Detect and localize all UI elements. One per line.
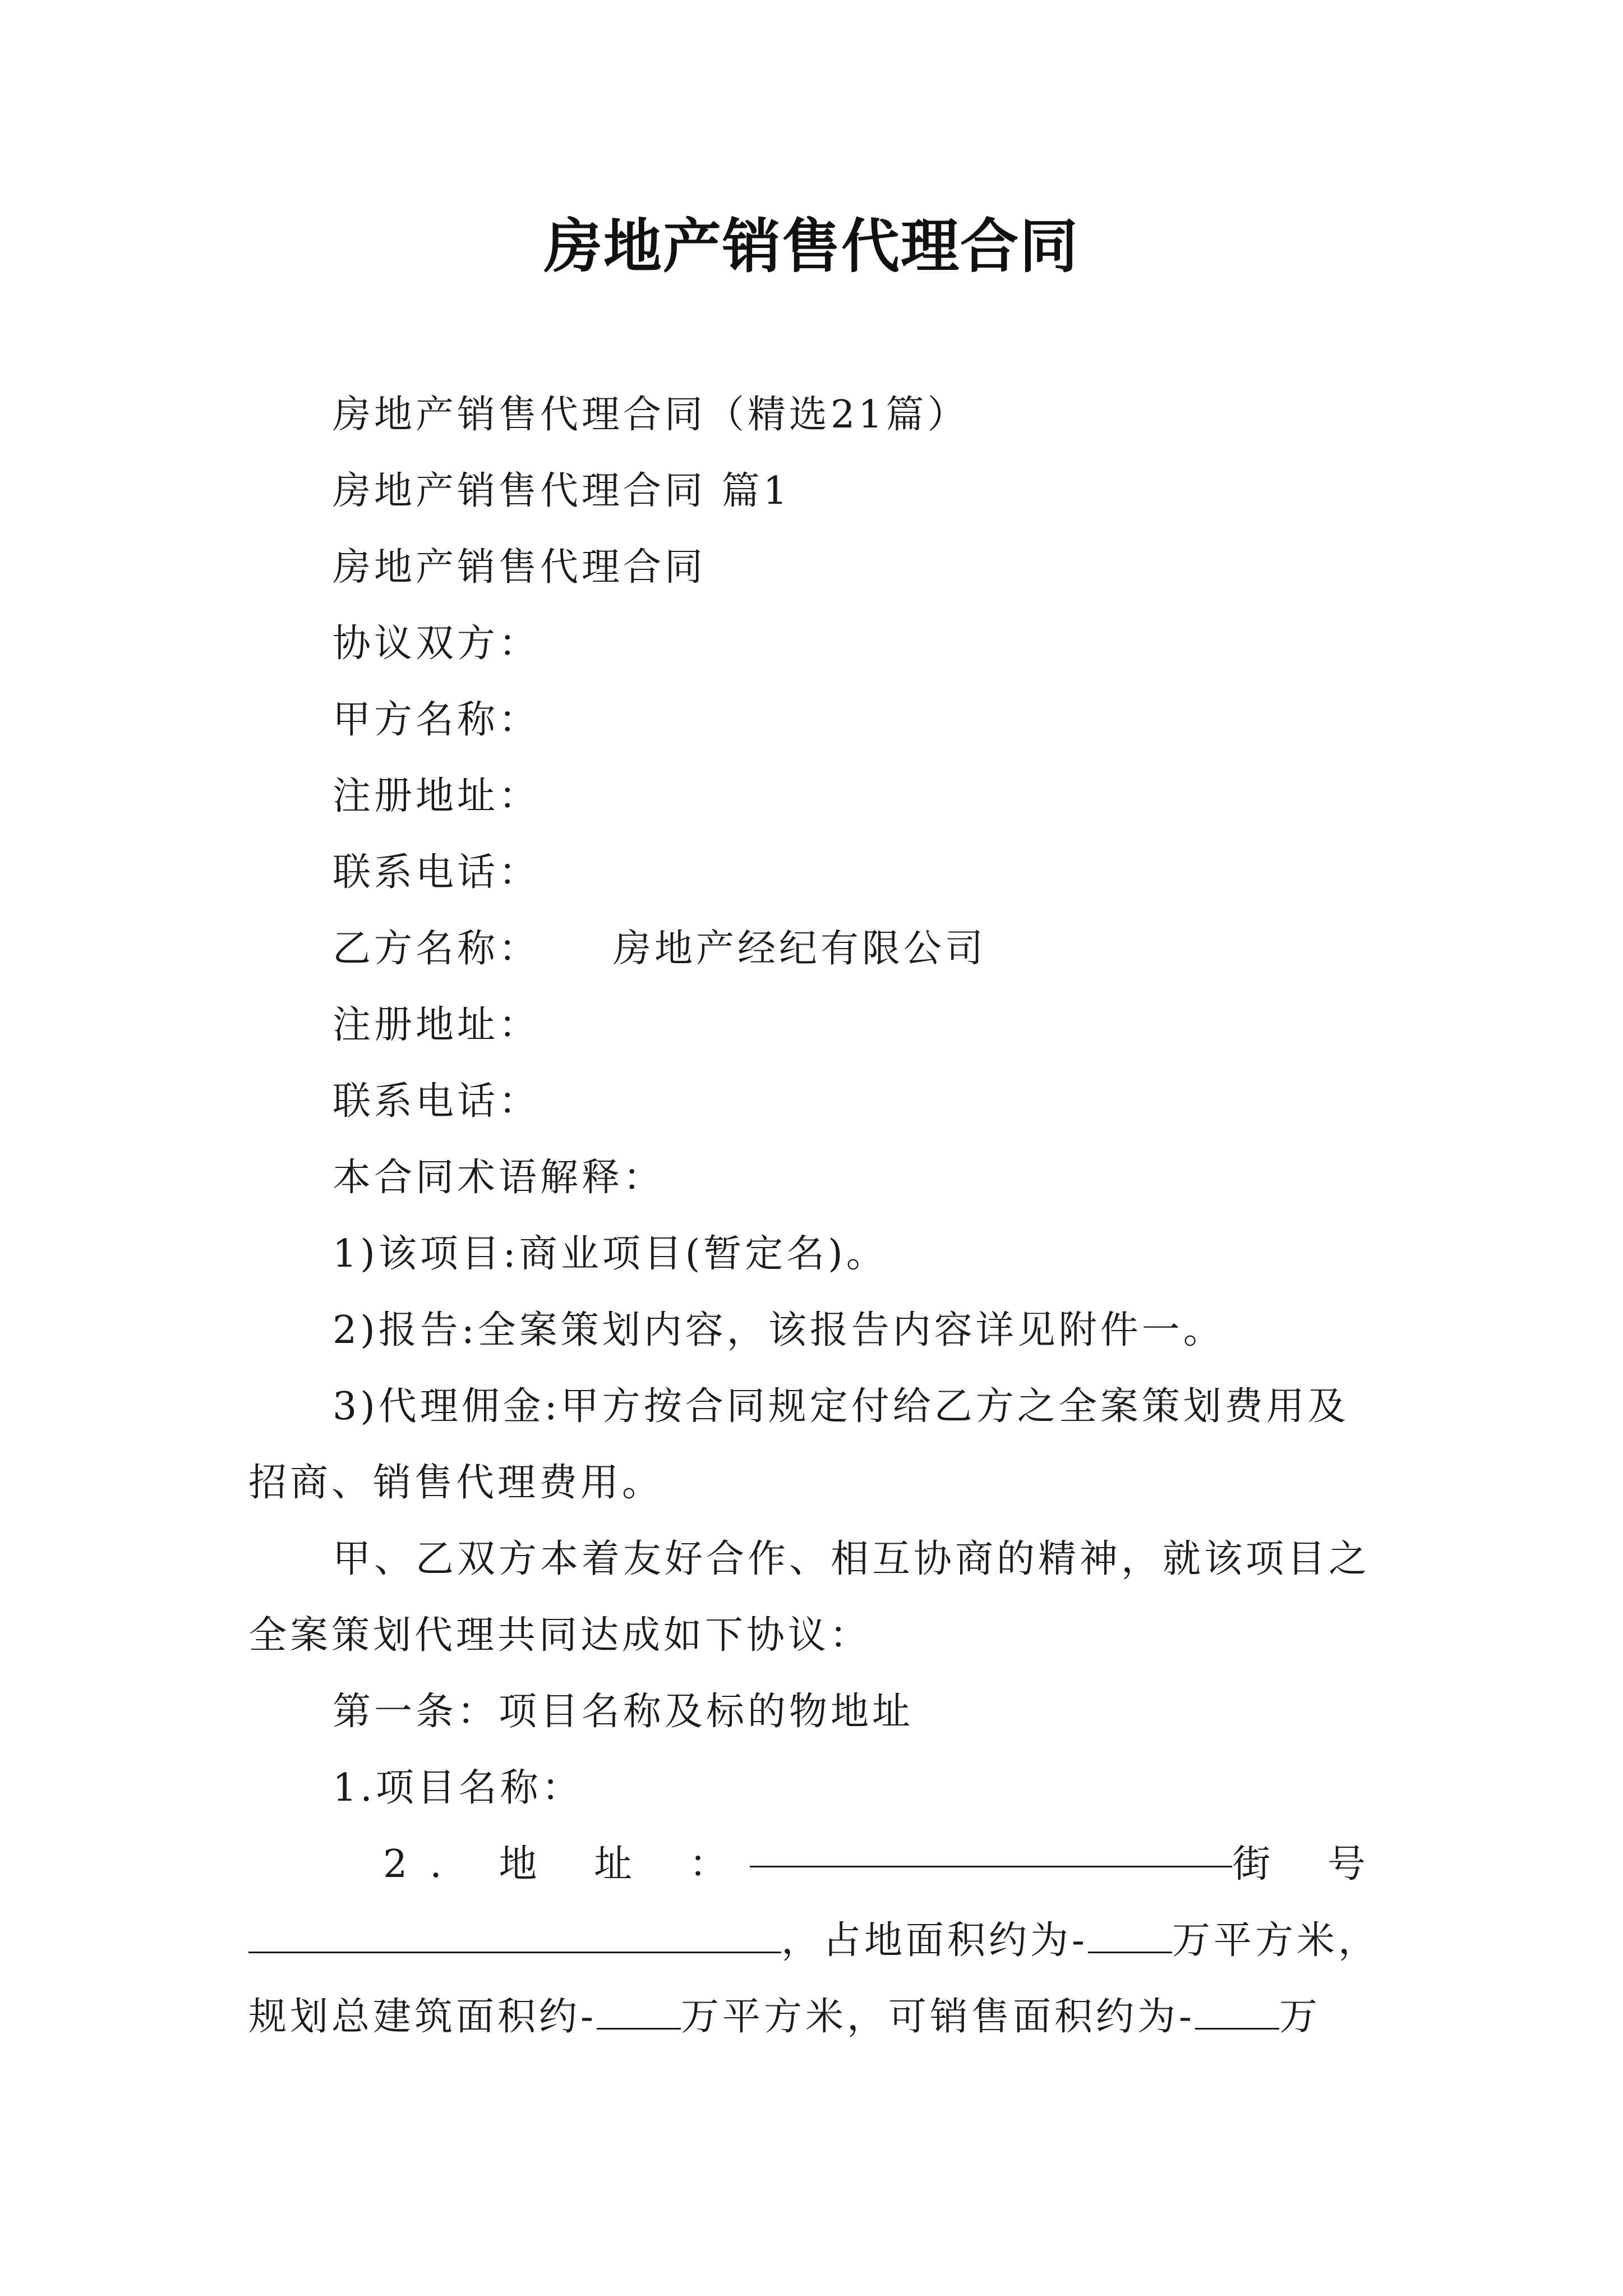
party-a-phone-label: 联系电话： [333,850,541,895]
paragraph: 甲、乙双方本着友好合作、相互协商的精神，就该项目之全案策划代理共同达成如下协议： [248,1537,1371,1658]
land-area-unit: 万平方米， [1172,1918,1380,1963]
land-area-label: ，占地面积约为- [781,1918,1088,1963]
paragraph: 房地产销售代理合同 篇1 [333,469,791,513]
definition-item: 2)报告:全案策划内容，该报告内容详见附件一。 [333,1308,1225,1352]
street-number-blank [248,1912,781,1953]
party-b-address-label: 注册地址： [333,1003,541,1047]
saleable-area-blank [1195,1989,1279,2030]
address-blank [750,1826,1233,1867]
paragraph: 协议双方： [333,622,541,666]
project-name-label: 1.项目名称： [333,1766,583,1810]
saleable-area-label: 万平方米，可销售面积约为- [680,1995,1195,2039]
definition-item: 3)代理佣金:甲方按合同规定付给乙方之全案策划费用及招商、销售代理费用。 [248,1384,1349,1505]
party-b-phone-label: 联系电话： [333,1079,541,1124]
paragraph: 本合同术语解释： [333,1156,665,1200]
building-area-line [248,1979,1388,2055]
address-label: 2. 地 址 ： [383,1842,750,1887]
article-heading: 第一条：项目名称及标的物地址 [333,1690,914,1734]
land-area-blank [1088,1912,1172,1953]
saleable-area-unit: 万 [1279,1995,1321,2039]
party-a-address-label: 注册地址： [333,774,541,818]
document-title: 房地产销售代理合同 [543,212,1079,280]
paragraph: 房地产销售代理合同 [333,545,707,590]
building-area-label: 规划总建筑面积约- [248,1995,597,2039]
party-b-name-value: 房地产经纪有限公司 [613,927,987,971]
area-line [248,1903,1388,1979]
definition-item: 1)该项目:商业项目(暂定名)。 [333,1232,888,1276]
document-body [248,377,1388,2055]
party-a-name-label: 甲方名称： [333,698,541,742]
street-number-label: 街 号 [1232,1842,1388,1887]
address-line [248,1826,1388,1903]
paragraph: 房地产销售代理合同（精选21篇） [333,393,969,437]
party-b-name-label: 乙方名称： [333,927,541,971]
party-b-name-line [248,911,1388,987]
building-area-blank [597,1989,681,2030]
